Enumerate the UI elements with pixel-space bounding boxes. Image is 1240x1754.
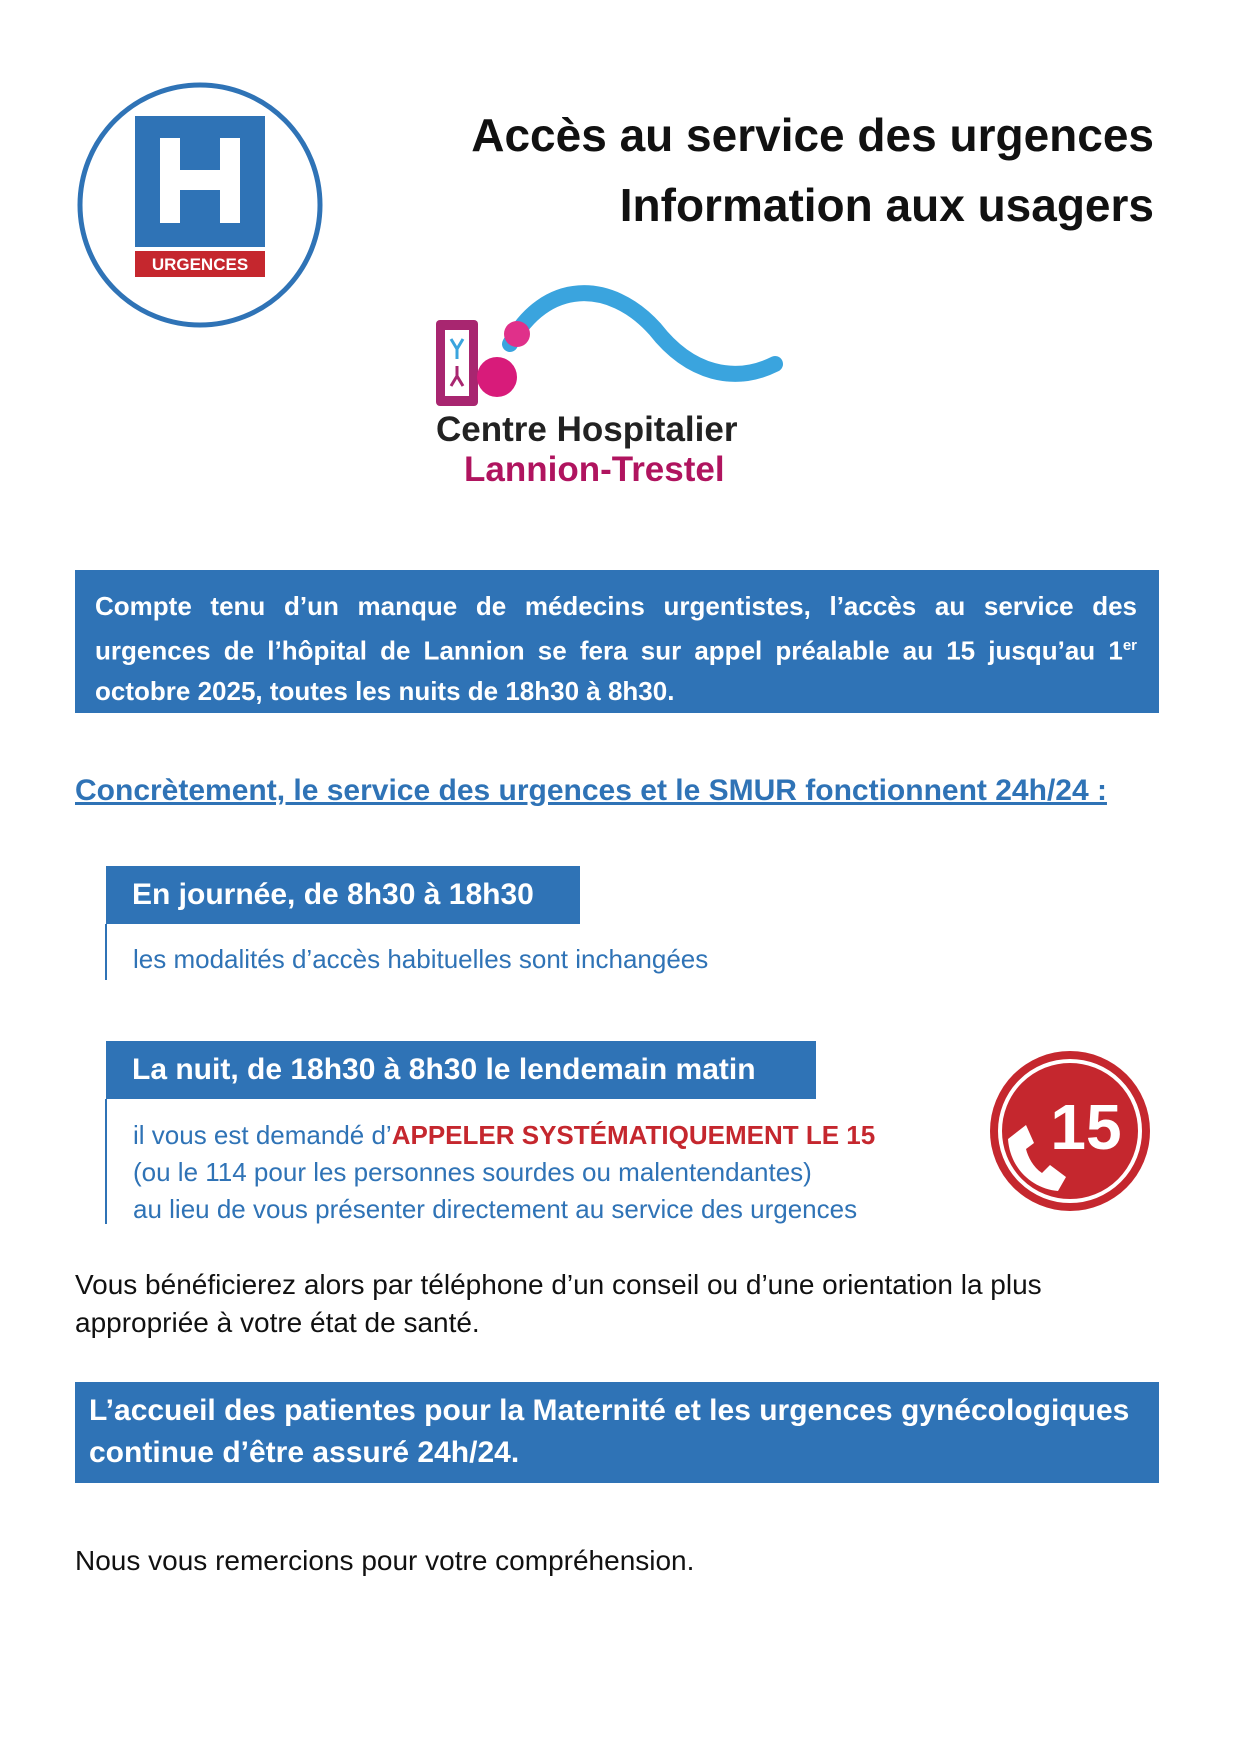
day-section-text: les modalités d’accès habituelles sont inchangées	[133, 944, 709, 974]
advice-text: Vous bénéficierez alors par téléphone d’un conseil ou d’une orientation la plus appropriée à votre état de santé.	[75, 1269, 1042, 1338]
urgences-label: URGENCES	[151, 255, 249, 274]
title-line-1: Accès au service des urgences	[471, 109, 1154, 161]
night-section-title: La nuit, de 18h30 à 8h30 le lendemain matin	[106, 1041, 816, 1099]
section-heading: Concrètement, le service des urgences et le SMUR fonctionnent 24h/24 :	[75, 774, 1107, 807]
day-section-title: En journée, de 8h30 à 18h30	[106, 866, 580, 924]
page-title	[471, 100, 1154, 240]
thanks-text: Nous vous remercions pour votre compréhension.	[75, 1545, 695, 1576]
intro-notice: Compte tenu d’un manque de médecins urgentistes, l’accès au service des urgences de l’hôpital de Lannion se fera sur appel préalable au 15 jusqu’au 1er octobre 2025, toutes les nuits de 18h30 à 8h30.	[75, 570, 1159, 713]
urgences-logo	[75, 80, 325, 330]
emergency-15-badge	[988, 1049, 1152, 1213]
night-section-text: il vous est demandé d’APPELER SYSTÉMATIQUEMENT LE 15 (ou le 114 pour les personnes sourdes ou malentendantes) au lieu de vous présenter directement au service des urgences	[133, 1120, 876, 1224]
day-divider	[105, 924, 107, 980]
night-divider	[105, 1099, 107, 1224]
hospital-name: Centre Hospitalier	[436, 410, 738, 449]
maternity-notice: L’accueil des patientes pour la Maternité et les urgences gynécologiques continue d’être assuré 24h/24.	[75, 1382, 1159, 1483]
title-line-2: Information aux usagers	[619, 179, 1154, 231]
badge-number: 15	[1050, 1091, 1122, 1163]
call-15-emphasis: APPELER SYSTÉMATIQUEMENT LE 15	[391, 1120, 876, 1150]
hospital-location: Lannion-Trestel	[464, 450, 725, 489]
